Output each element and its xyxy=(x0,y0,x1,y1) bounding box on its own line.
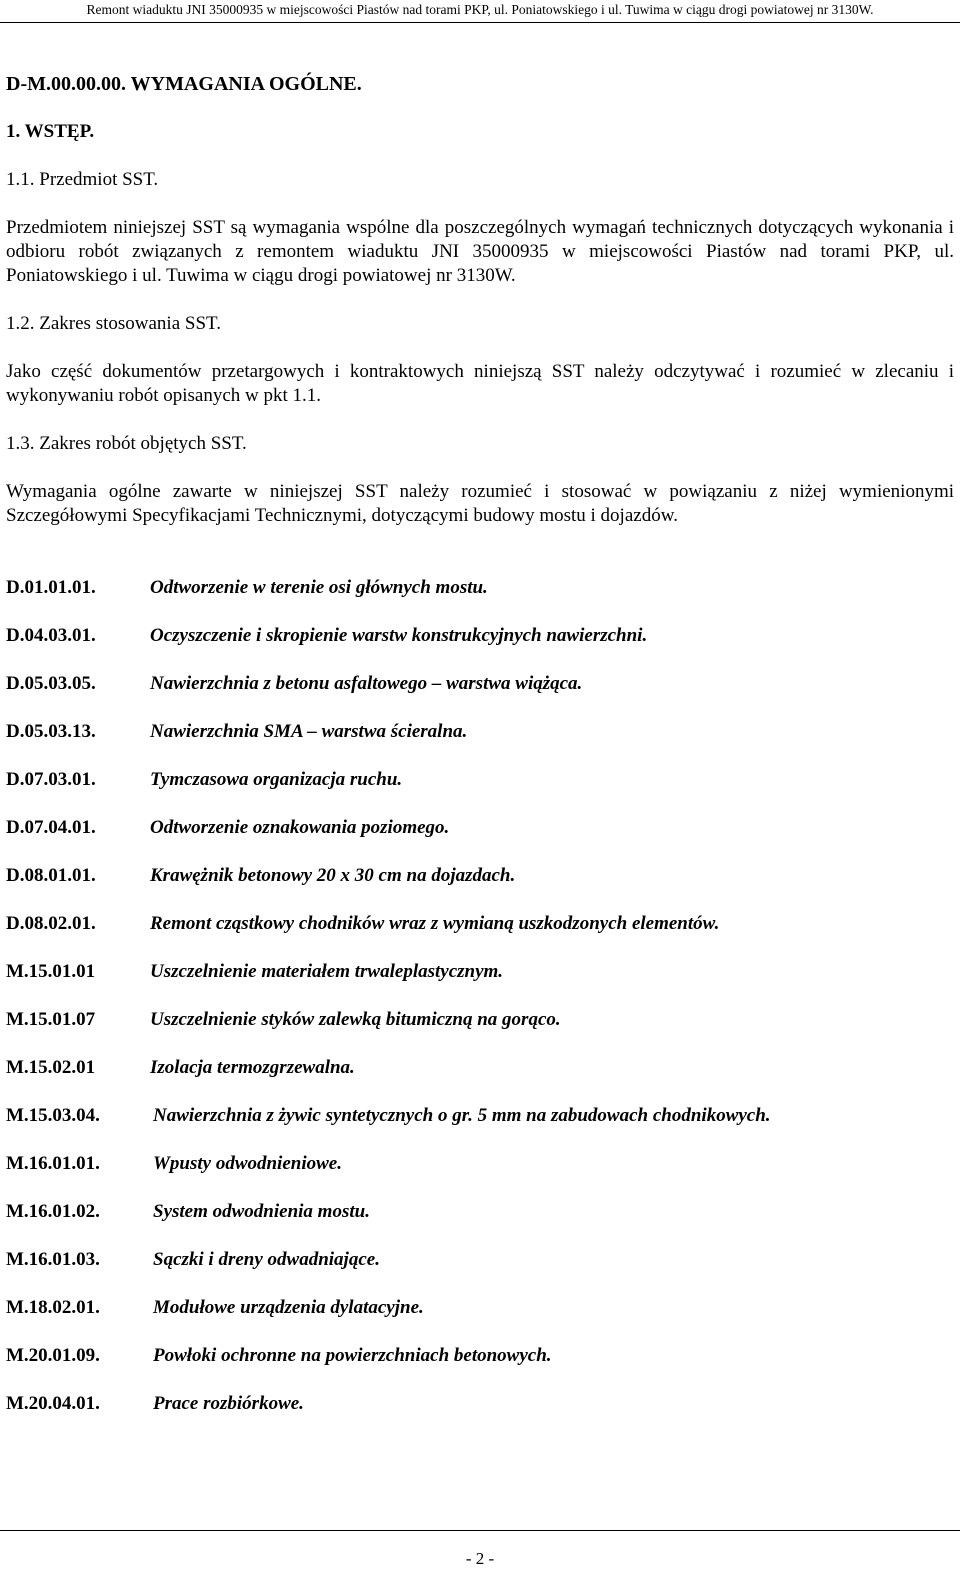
spec-code: M.15.02.01 xyxy=(6,1057,96,1078)
spec-code: M.15.01.01 xyxy=(6,961,96,982)
spec-title: Nawierzchnia z żywic syntetycznych o gr. 5 mm na zabudowach chodnikowych. xyxy=(153,1105,771,1126)
spec-title: Wpusty odwodnieniowe. xyxy=(153,1153,342,1174)
spec-item xyxy=(6,1392,954,1440)
spec-code: D.05.03.05. xyxy=(6,673,96,694)
spec-code: D.07.03.01. xyxy=(6,769,96,790)
spec-item xyxy=(6,816,954,864)
spec-title: Nawierzchnia z betonu asfaltowego – warstwa wiążąca. xyxy=(150,673,583,694)
section-heading-zakres-robot: 1.3. Zakres robót objętych SST. xyxy=(6,433,247,454)
spec-title: Uszczelnienie styków zalewką bitumiczną na gorąco. xyxy=(150,1009,561,1030)
spec-title: Oczyszczenie i skropienie warstw konstrukcyjnych nawierzchni. xyxy=(150,625,648,646)
spec-code: M.20.04.01. xyxy=(6,1393,100,1414)
spec-code: D.04.03.01. xyxy=(6,625,96,646)
spec-code: M.16.01.01. xyxy=(6,1153,100,1174)
spec-item xyxy=(6,960,954,1008)
spec-title: Remont cząstkowy chodników wraz z wymianą uszkodzonych elementów. xyxy=(150,913,720,934)
spec-code: D.08.02.01. xyxy=(6,913,96,934)
running-header-text: Remont wiaduktu JNI 35000935 w miejscowości Piastów nad torami PKP, ul. Poniatowskiego i ul. Tuwima w ciągu drogi powiatowej nr 3130W. xyxy=(86,2,874,17)
paragraph-zakres-stosowania: Jako część dokumentów przetargowych i kontraktowych niniejszą SST należy odczytywać i rozumieć w zlecaniu i wykonywaniu robót opisanych w pkt 1.1. xyxy=(6,361,954,406)
spec-title: Krawężnik betonowy 20 x 30 cm na dojazdach. xyxy=(150,865,516,886)
spec-item xyxy=(6,1200,954,1248)
section-heading-przedmiot: 1.1. Przedmiot SST. xyxy=(6,169,159,190)
spec-code: M.15.01.07 xyxy=(6,1009,96,1030)
paragraph-przedmiot: Przedmiotem niniejszej SST są wymagania wspólne dla poszczególnych wymagań technicznych dotyczących wykonania i odbioru robót związanych z remontem wiaduktu JNI 35000935 w miejscowości Piastów nad torami PKP, ul. Poniatowskiego i ul. Tuwima w ciągu drogi powiatowej nr 3130W. xyxy=(6,217,954,286)
spec-title: System odwodnienia mostu. xyxy=(153,1201,370,1222)
spec-item xyxy=(6,672,954,720)
spec-item xyxy=(6,576,954,624)
spec-list xyxy=(6,576,954,1440)
page-number: - 2 - xyxy=(465,1549,495,1568)
spec-code: D.05.03.13. xyxy=(6,721,96,742)
spec-item xyxy=(6,1296,954,1344)
section-heading-zakres-stosowania: 1.2. Zakres stosowania SST. xyxy=(6,313,221,334)
spec-item xyxy=(6,1248,954,1296)
spec-item xyxy=(6,1056,954,1104)
spec-title: Odtworzenie w terenie osi głównych mostu. xyxy=(150,577,488,598)
spec-code: D.07.04.01. xyxy=(6,817,96,838)
spec-title: Modułowe urządzenia dylatacyjne. xyxy=(153,1297,424,1318)
spec-title: Izolacja termozgrzewalna. xyxy=(150,1057,355,1078)
spec-title: Nawierzchnia SMA – warstwa ścieralna. xyxy=(150,721,468,742)
spec-title: Tymczasowa organizacja ruchu. xyxy=(150,769,403,790)
spec-title: Powłoki ochronne na powierzchniach betonowych. xyxy=(153,1345,552,1366)
document-title: D-M.00.00.00. WYMAGANIA OGÓLNE. xyxy=(6,73,362,95)
spec-code: M.16.01.03. xyxy=(6,1249,100,1270)
spec-item xyxy=(6,720,954,768)
paragraph-zakres-robot: Wymagania ogólne zawarte w niniejszej SST należy rozumieć i stosować w powiązaniu z niżej wymienionymi Szczegółowymi Specyfikacjami Technicznymi, dotyczącymi budowy mostu i dojazdów. xyxy=(6,481,954,526)
spec-title: Prace rozbiórkowe. xyxy=(153,1393,304,1414)
spec-item xyxy=(6,1152,954,1200)
spec-title: Uszczelnienie materiałem trwaleplastycznym. xyxy=(150,961,504,982)
page-footer xyxy=(0,1530,960,1568)
spec-code: D.01.01.01. xyxy=(6,577,96,598)
running-header xyxy=(0,0,960,23)
spec-code: M.18.02.01. xyxy=(6,1297,100,1318)
spec-code: D.08.01.01. xyxy=(6,865,96,886)
spec-item xyxy=(6,624,954,672)
spec-code: M.16.01.02. xyxy=(6,1201,100,1222)
spec-code: M.15.03.04. xyxy=(6,1105,100,1126)
spec-item xyxy=(6,864,954,912)
spec-title: Sączki i dreny odwadniające. xyxy=(153,1249,380,1270)
spec-item xyxy=(6,1344,954,1392)
section-heading-wstep: 1. WSTĘP. xyxy=(6,121,95,142)
spec-item xyxy=(6,1104,954,1152)
spec-item xyxy=(6,768,954,816)
spec-title: Odtworzenie oznakowania poziomego. xyxy=(150,817,450,838)
spec-code: M.20.01.09. xyxy=(6,1345,100,1366)
spec-item xyxy=(6,912,954,960)
spec-item xyxy=(6,1008,954,1056)
